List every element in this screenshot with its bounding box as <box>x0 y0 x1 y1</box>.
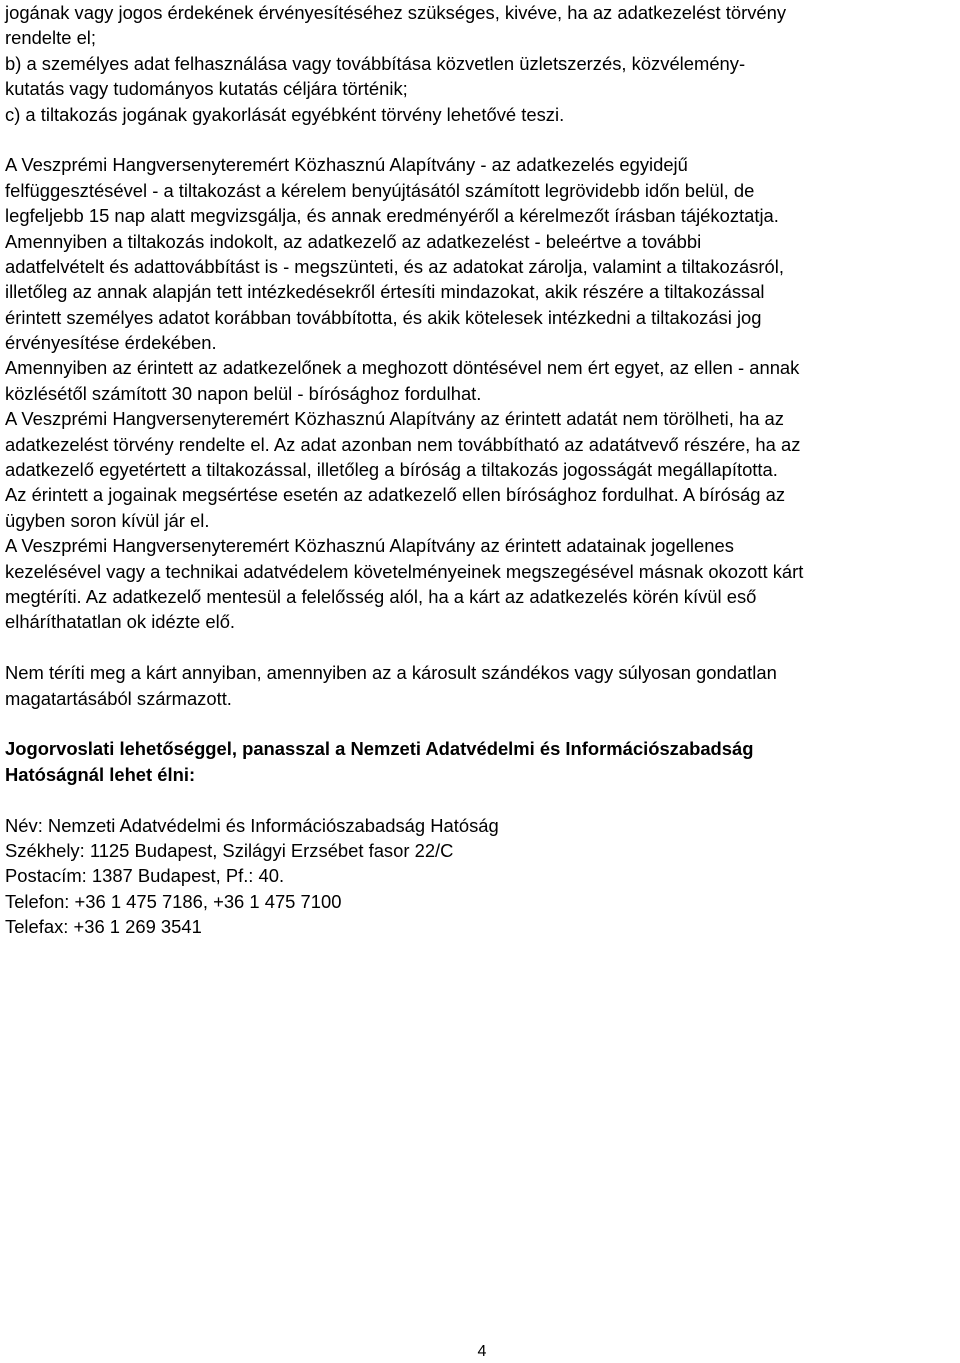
text-line: A Veszprémi Hangversenyteremért Közhasznú Alapítvány az érintett adatát nem törölheti, ha az <box>5 408 784 430</box>
text-line: illetőleg az annak alapján tett intézkedésekről értesíti mindazokat, akik részére a tiltakozással <box>5 281 765 303</box>
text-line: kezelésével vagy a technikai adatvédelem követelményeinek megszegésével másnak okozott kárt <box>5 560 804 582</box>
authority-contact-details <box>5 813 957 940</box>
paragraph-damage-exemption <box>5 660 957 711</box>
text-line: jogának vagy jogos érdekének érvényesítéséhez szükséges, kivéve, ha az adatkezelést törvény <box>5 2 787 23</box>
text-line: b) a személyes adat felhasználása vagy továbbítása közvetlen üzletszerzés, közvélemény- <box>5 52 746 74</box>
text-line: felfüggesztésével - a tiltakozást a kérelem benyújtásától számított legrövidebb időn belül, de <box>5 179 755 201</box>
text-line: megtéríti. Az adatkezelő mentesül a felelősség alól, ha a kárt az adatkezelés körén kívül eső <box>5 585 757 607</box>
text-line: A Veszprémi Hangversenyteremért Közhasznú Alapítvány az érintett adatainak jogellenes <box>5 535 734 557</box>
text-line: Amennyiben a tiltakozás indokolt, az adatkezelő az adatkezelést - beleértve a további <box>5 230 702 252</box>
text-line: elháríthatatlan ok idézte elő. <box>5 611 236 633</box>
spacer <box>5 787 957 812</box>
heading-line: Jogorvoslati lehetőséggel, panasszal a Nemzeti Adatvédelmi és Információszabadság <box>5 738 754 760</box>
heading-line: Hatóságnál lehet élni: <box>5 763 196 785</box>
text-line: Amennyiben az érintett az adatkezelőnek a meghozott döntésével nem ért egyet, az ellen - annak <box>5 357 800 379</box>
text-line: ügyben soron kívül jár el. <box>5 509 210 531</box>
paragraph-objection-conditions <box>5 0 957 127</box>
document-page <box>5 0 957 939</box>
text-line: érintett személyes adatot korábban továbbította, és akik kötelesek intézkedni a tiltakozási jog <box>5 306 762 328</box>
text-line: Nem téríti meg a kárt annyiban, amennyiben az a károsult szándékos vagy súlyosan gondatlan <box>5 662 777 684</box>
contact-fax: Telefax: +36 1 269 3541 <box>5 916 202 938</box>
spacer <box>5 635 957 660</box>
contact-address: Székhely: 1125 Budapest, Szilágyi Erzsébet fasor 22/C <box>5 839 454 861</box>
text-line: Az érintett a jogainak megsértése esetén az adatkezelő ellen bírósághoz fordulhat. A bíróság az <box>5 484 786 506</box>
legal-remedy-heading <box>5 736 957 787</box>
contact-name: Név: Nemzeti Adatvédelmi és Információszabadság Hatóság <box>5 814 499 836</box>
spacer <box>5 711 957 736</box>
text-line: magatartásából származott. <box>5 687 232 709</box>
contact-postal: Postacím: 1387 Budapest, Pf.: 40. <box>5 865 285 887</box>
text-line: adatfelvételt és adattovábbítást is - megszünteti, és az adatokat zárolja, valamint a tiltakozásról, <box>5 255 784 277</box>
text-line: rendelte el; <box>5 27 96 49</box>
spacer <box>5 127 957 152</box>
text-line: adatkezelő egyetértett a tiltakozással, illetőleg a bíróság a tiltakozás jogosságát megállapította. <box>5 459 778 481</box>
paragraph-objection-handling <box>5 152 957 634</box>
page-number: 4 <box>477 1343 487 1360</box>
text-line: c) a tiltakozás jogának gyakorlását egyébként törvény lehetővé teszi. <box>5 103 565 125</box>
text-line: kutatás vagy tudományos kutatás céljára történik; <box>5 78 408 100</box>
text-line: A Veszprémi Hangversenyteremért Közhasznú Alapítvány - az adatkezelés egyidejű <box>5 154 688 176</box>
text-line: érvényesítése érdekében. <box>5 332 217 354</box>
text-line: adatkezelést törvény rendelte el. Az adat azonban nem továbbítható az adatátvevő részére, ha az <box>5 433 801 455</box>
contact-phone: Telefon: +36 1 475 7186, +36 1 475 7100 <box>5 890 342 912</box>
text-line: közlésétől számított 30 napon belül - bírósághoz fordulhat. <box>5 382 482 404</box>
text-line: legfeljebb 15 nap alatt megvizsgálja, és annak eredményéről a kérelmezőt írásban tájékoztatja. <box>5 205 779 227</box>
